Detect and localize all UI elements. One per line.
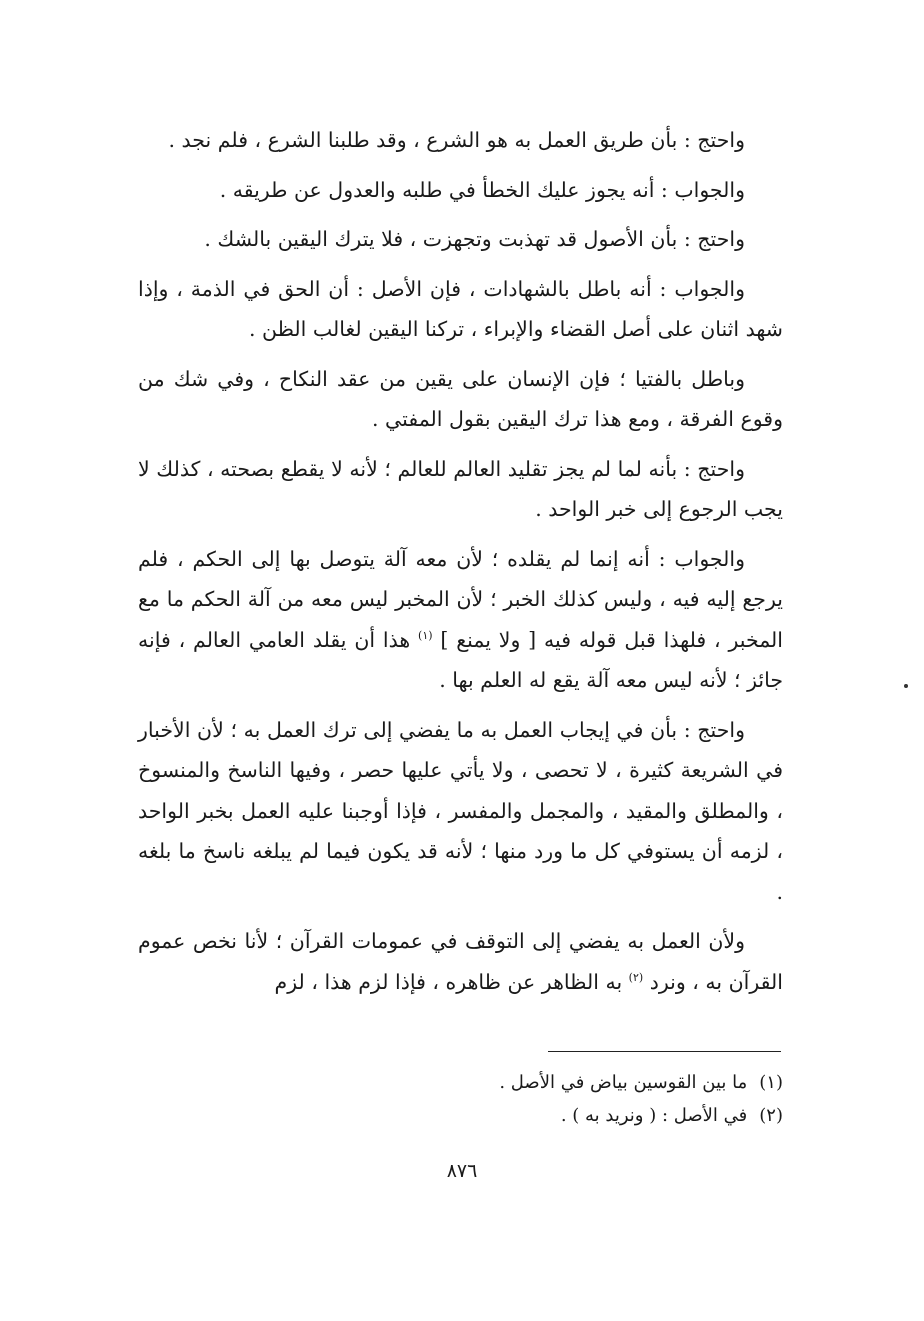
paragraph: واحتج : بأنه لما لم يجز تقليد العالم للعالم ؛ لأنه لا يقطع بصحته ، كذلك لا يجب الرجوع إلى خبر الواحد . bbox=[138, 456, 783, 521]
footnote-marker: (٢) bbox=[628, 970, 644, 984]
footnote-separator bbox=[548, 1051, 781, 1052]
paragraph-text: والجواب : أنه إنما لم يقلده ؛ لأن معه آلة يتوصل بها إلى الحكم ، فلم يرجع إليه فيه ، وليس كذلك الخبر ؛ لأن المخبر ليس معه من آلة الحكم ما مع المخبر ، فلهذا قبل قوله فيه [ ولا يمنع ] bbox=[138, 546, 783, 652]
paragraph-text: به الظاهر عن ظاهره ، فإذا لزم هذا ، لزم bbox=[274, 969, 629, 994]
paragraph-text: ولأن العمل به يفضي إلى التوقف في عمومات القرآن ؛ لأنا نخص عموم القرآن به ، ونرد bbox=[138, 929, 783, 994]
footnote-text: في الأصل : ( ونريد به ) . bbox=[560, 1105, 748, 1126]
paragraph: والجواب : أنه باطل بالشهادات ، فإن الأصل : أن الحق في الذمة ، وإذا شهد اثنان على أصل القضاء والإبراء ، تركنا اليقين لغالب الظن . bbox=[138, 276, 783, 341]
paragraph: واحتج : بأن طريق العمل به هو الشرع ، وقد طلبنا الشرع ، فلم نجد . bbox=[168, 128, 745, 152]
paragraph bbox=[138, 539, 783, 701]
main-text bbox=[138, 120, 783, 1011]
footnote-number: (٢) bbox=[759, 1105, 783, 1126]
paragraph: والجواب : أنه يجوز عليك الخطأ في طلبه والعدول عن طريقه . bbox=[219, 177, 745, 202]
paragraph-text: هذا أن يقلد العامي العالم ، فإنه جائز ؛ لأنه ليس معه آلة يقع له العلم بها . bbox=[138, 627, 783, 692]
scan-speck bbox=[904, 684, 908, 688]
footnotes bbox=[300, 1066, 783, 1132]
page-number: ٨٧٦ bbox=[446, 1160, 478, 1182]
paragraph bbox=[138, 921, 783, 1002]
footnote-number: (١) bbox=[759, 1072, 783, 1093]
footnote-marker: (١) bbox=[418, 628, 433, 642]
paragraph: واحتج : بأن في إيجاب العمل به ما يفضي إلى ترك العمل به ؛ لأن الأخبار في الشريعة كثيرة ، لا تحصى ، ولا يأتي عليها حصر ، وفيها الناسخ والمنسوخ ، والمطلق والمقيد ، والمجمل والمفسر ، فإذا أوجبنا عليه العمل بخبر الواحد ، لزمه أن يستوفي كل ما ورد منها ؛ لأنه قد يكون فيما لم يبلغه ناسخ ما بلغه . bbox=[138, 717, 783, 904]
paragraph: واحتج : بأن الأصول قد تهذبت وتجهزت ، فلا يترك اليقين بالشك . bbox=[204, 227, 745, 251]
footnote bbox=[300, 1099, 783, 1132]
footnote bbox=[300, 1066, 783, 1099]
paragraph: وباطل بالفتيا ؛ فإن الإنسان على يقين من عقد النكاح ، وفي شك من وقوع الفرقة ، ومع هذا ترك اليقين بقول المفتي . bbox=[138, 366, 783, 431]
footnote-text: ما بين القوسين بياض في الأصل . bbox=[499, 1072, 748, 1093]
